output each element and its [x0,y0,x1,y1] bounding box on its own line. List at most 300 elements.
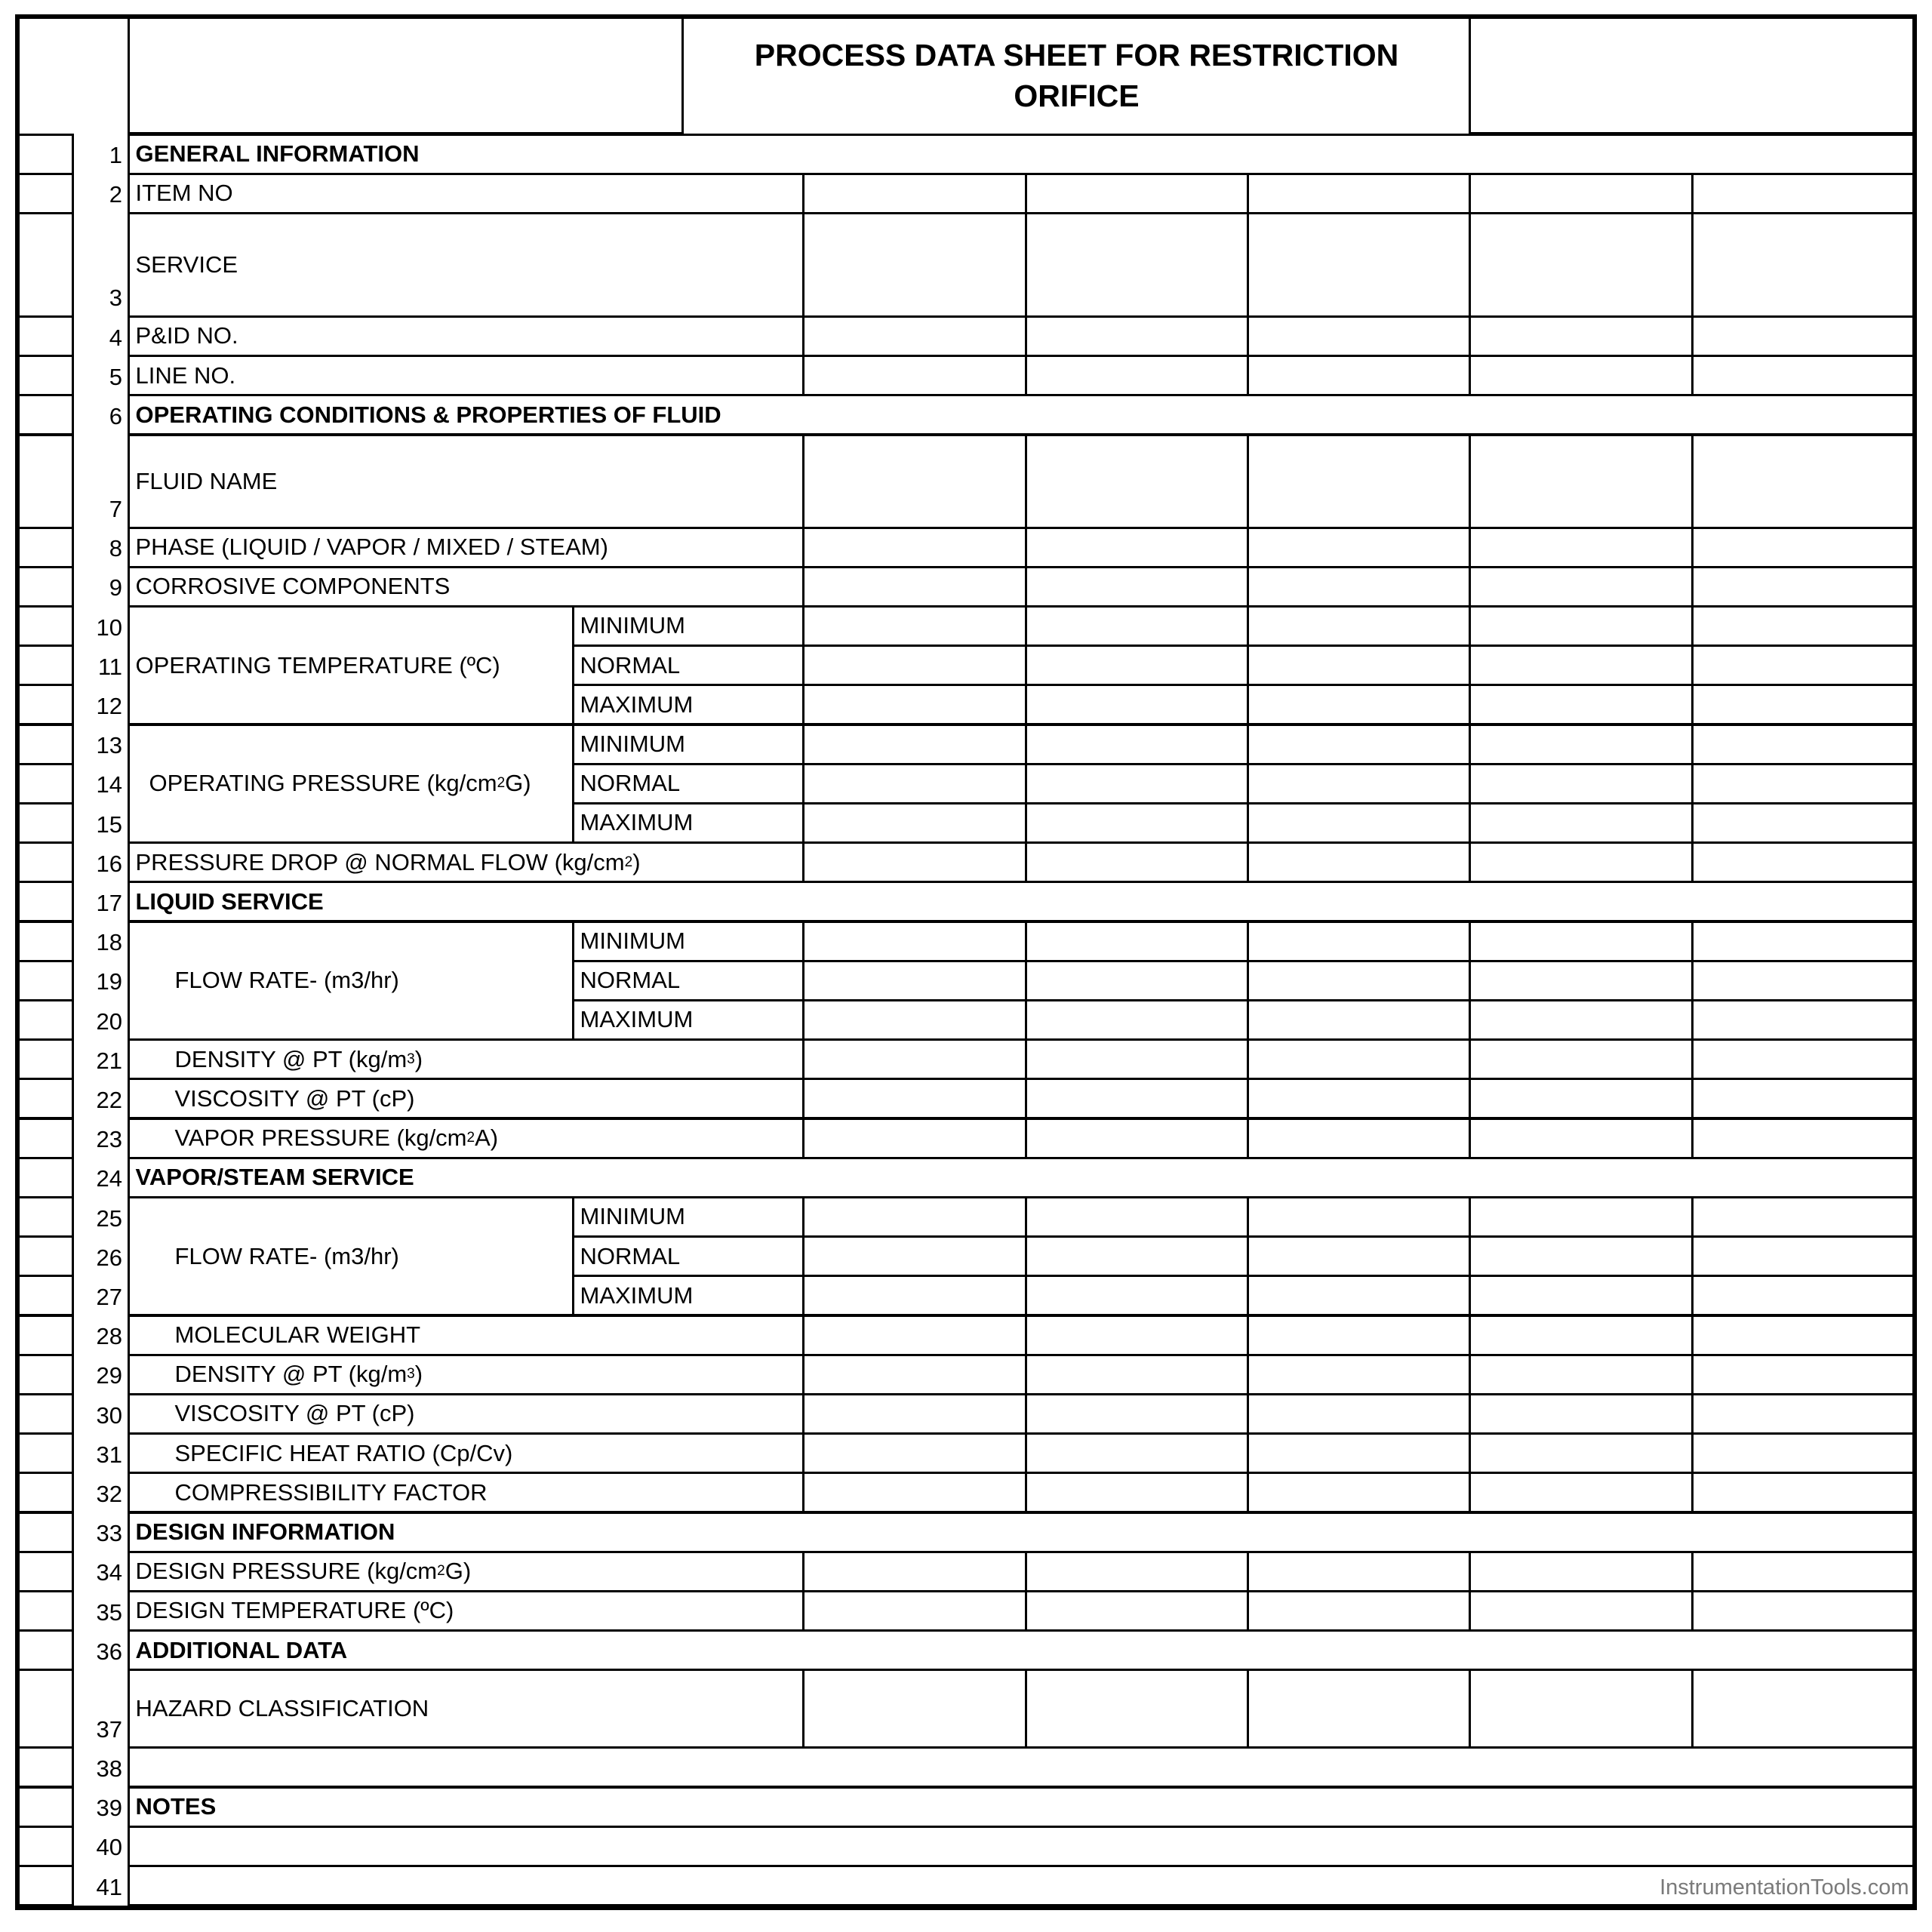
revision-box[interactable] [17,1196,74,1238]
value-cell-row14-col4[interactable] [1469,763,1694,804]
value-cell-row10-col4[interactable] [1469,605,1694,647]
value-cell-row18-col5[interactable] [1691,921,1916,962]
value-cell-row10-col2[interactable] [1025,605,1249,647]
value-cell-row30-col2[interactable] [1025,1393,1249,1435]
value-cell-row31-col2[interactable] [1025,1432,1249,1474]
label-text: VAPOR/STEAM SERVICE [135,1164,414,1191]
sub-label-maximum [572,999,804,1041]
row-number: 19 [96,968,122,995]
value-cell-row8-col5[interactable] [1691,527,1916,568]
label-suffix: ) [414,1045,423,1072]
value-cell-row34-col1[interactable] [802,1551,1027,1592]
section-header [128,1512,1916,1553]
value-cell-row7-col2[interactable] [1025,434,1249,529]
field-label [128,212,804,318]
revision-box[interactable] [17,1432,74,1474]
field-label: VAPOR PRESSURE (kg/cm 2 A) [128,1118,804,1159]
value-cell-row26-col3[interactable] [1247,1235,1471,1277]
value-cell-row15-col5[interactable] [1691,802,1916,844]
value-cell-row11-col1[interactable] [802,645,1027,686]
label-text: VAPOR PRESSURE (kg/cm [174,1124,467,1152]
value-cell-row26-col1[interactable] [802,1235,1027,1277]
sub-label-minimum [572,724,804,765]
blank-row[interactable] [128,1746,1916,1788]
row-number: 29 [96,1362,122,1389]
value-cell-row13-col3[interactable] [1247,724,1471,765]
value-cell-row14-col5[interactable] [1691,763,1916,804]
value-cell-row11-col2[interactable] [1025,645,1249,686]
row-number: 15 [96,811,122,838]
label-text: LIQUID SERVICE [135,888,324,915]
row-number: 5 [109,363,122,390]
value-cell-row20-col1[interactable] [802,999,1027,1041]
value-cell-row37-col5[interactable] [1691,1669,1916,1749]
value-cell-row13-col5[interactable] [1691,724,1916,765]
value-cell-row37-col4[interactable] [1469,1669,1694,1749]
value-cell-row30-col5[interactable] [1691,1393,1916,1435]
group-label [128,605,574,726]
value-cell-row32-col3[interactable] [1247,1472,1471,1513]
revision-box[interactable] [17,1590,74,1632]
watermark: InstrumentationTools.com [1660,1875,1909,1900]
row-number: 12 [96,693,122,719]
value-cell-row12-col5[interactable] [1691,684,1916,725]
value-cell-row4-col2[interactable] [1025,315,1249,357]
value-cell-row3-col3[interactable] [1247,212,1471,318]
sub-label-maximum [572,684,804,725]
value-cell-row12-col4[interactable] [1469,684,1694,725]
value-cell-row7-col4[interactable] [1469,434,1694,529]
header-left-blank [17,15,128,134]
value-cell-row14-col2[interactable] [1025,763,1249,804]
value-cell-row35-col2[interactable] [1025,1590,1249,1632]
value-cell-row28-col2[interactable] [1025,1315,1249,1356]
label-suffix: G) [445,1558,472,1585]
value-cell-row25-col3[interactable] [1247,1196,1471,1238]
revision-box[interactable] [17,394,74,435]
label-text: COMPRESSIBILITY FACTOR [174,1478,488,1506]
revision-box[interactable] [17,645,74,686]
label-text: DENSITY @ PT (kg/m [174,1045,408,1072]
label-text: PRESSURE DROP @ NORMAL FLOW (kg/cm [135,848,625,875]
value-cell-row28-col1[interactable] [802,1315,1027,1356]
value-cell-row31-col1[interactable] [802,1432,1027,1474]
row-number: 34 [96,1559,122,1586]
value-cell-row29-col1[interactable] [802,1354,1027,1395]
revision-box[interactable] [17,960,74,1001]
value-cell-row8-col2[interactable] [1025,527,1249,568]
label-text: MOLECULAR WEIGHT [174,1321,421,1349]
value-cell-row23-col5[interactable] [1691,1118,1916,1159]
revision-box[interactable] [17,724,74,765]
value-cell-row15-col4[interactable] [1469,802,1694,844]
value-cell-row4-col3[interactable] [1247,315,1471,357]
value-cell-row23-col2[interactable] [1025,1118,1249,1159]
value-cell-row7-col5[interactable] [1691,434,1916,529]
group-label: OPERATING PRESSURE (kg/cm 2 G) [128,724,574,844]
value-cell-row26-col2[interactable] [1025,1235,1249,1277]
value-cell-row3-col1[interactable] [802,212,1027,318]
row-number: 40 [96,1834,122,1861]
field-label [128,1078,804,1119]
value-cell-row3-col4[interactable] [1469,212,1694,318]
value-cell-row29-col3[interactable] [1247,1354,1471,1395]
row-number: 28 [96,1323,122,1350]
sub-label-text: NORMAL [580,1242,681,1269]
revision-box[interactable] [17,1746,74,1788]
value-cell-row35-col1[interactable] [802,1590,1027,1632]
value-cell-row11-col5[interactable] [1691,645,1916,686]
revision-box[interactable] [17,1157,74,1198]
value-cell-row4-col5[interactable] [1691,315,1916,357]
revision-box[interactable] [17,566,74,608]
value-cell-row30-col1[interactable] [802,1393,1027,1435]
revision-box[interactable] [17,605,74,647]
row-number: 7 [109,496,122,522]
revision-box[interactable] [17,684,74,725]
value-cell-row4-col1[interactable] [802,315,1027,357]
label-text: GENERAL INFORMATION [135,140,420,168]
value-cell-row5-col3[interactable] [1247,355,1471,396]
revision-box[interactable] [17,1078,74,1119]
value-cell-row16-col3[interactable] [1247,841,1471,883]
revision-box[interactable] [17,1038,74,1080]
field-label [128,566,804,608]
row-number: 30 [96,1401,122,1429]
section-header [128,394,1916,435]
value-cell-row2-col2[interactable] [1025,173,1249,214]
section-header [128,881,1916,922]
value-cell-row35-col5[interactable] [1691,1590,1916,1632]
revision-box[interactable] [17,841,74,883]
revision-box[interactable] [17,1669,74,1749]
field-label: DESIGN PRESSURE (kg/cm 2 G) [128,1551,804,1592]
value-cell-row15-col3[interactable] [1247,802,1471,844]
revision-box[interactable] [17,173,74,214]
value-cell-row16-col2[interactable] [1025,841,1249,883]
sub-label-maximum [572,1275,804,1316]
row-number: 13 [96,732,122,759]
row-number: 14 [96,771,122,798]
value-cell-row8-col3[interactable] [1247,527,1471,568]
value-cell-row29-col4[interactable] [1469,1354,1694,1395]
value-cell-row22-col2[interactable] [1025,1078,1249,1119]
sub-label-normal [572,645,804,686]
field-label [128,355,804,396]
label-text: DESIGN PRESSURE (kg/cm [135,1558,438,1585]
value-cell-row31-col4[interactable] [1469,1432,1694,1474]
value-cell-row29-col2[interactable] [1025,1354,1249,1395]
value-cell-row10-col3[interactable] [1247,605,1471,647]
revision-box[interactable] [17,212,74,318]
value-cell-row13-col4[interactable] [1469,724,1694,765]
value-cell-row32-col5[interactable] [1691,1472,1916,1513]
row-number: 8 [109,535,122,562]
label-text: SERVICE [135,251,238,278]
header-logo-box [128,15,684,134]
label-text: FLOW RATE- (m3/hr) [174,1242,399,1269]
value-cell-row8-col4[interactable] [1469,527,1694,568]
value-cell-row9-col3[interactable] [1247,566,1471,608]
value-cell-row18-col1[interactable] [802,921,1027,962]
value-cell-row5-col2[interactable] [1025,355,1249,396]
sub-label-text: MAXIMUM [580,1006,694,1033]
value-cell-row34-col5[interactable] [1691,1551,1916,1592]
value-cell-row8-col1[interactable] [802,527,1027,568]
value-cell-row5-col4[interactable] [1469,355,1694,396]
row-number: 31 [96,1441,122,1468]
value-cell-row18-col4[interactable] [1469,921,1694,962]
title-line-2: ORIFICE [1014,78,1140,113]
value-cell-row28-col4[interactable] [1469,1315,1694,1356]
value-cell-row2-col4[interactable] [1469,173,1694,214]
value-cell-row16-col5[interactable] [1691,841,1916,883]
value-cell-row27-col4[interactable] [1469,1275,1694,1316]
value-cell-row19-col4[interactable] [1469,960,1694,1001]
value-cell-row22-col1[interactable] [802,1078,1027,1119]
value-cell-row10-col5[interactable] [1691,605,1916,647]
value-cell-row32-col2[interactable] [1025,1472,1249,1513]
value-cell-row22-col5[interactable] [1691,1078,1916,1119]
revision-box[interactable] [17,1865,74,1906]
value-cell-row23-col4[interactable] [1469,1118,1694,1159]
value-cell-row21-col2[interactable] [1025,1038,1249,1080]
value-cell-row9-col2[interactable] [1025,566,1249,608]
value-cell-row13-col1[interactable] [802,724,1027,765]
value-cell-row14-col1[interactable] [802,763,1027,804]
row-number: 22 [96,1087,122,1113]
revision-box[interactable] [17,134,74,175]
revision-box[interactable] [17,1354,74,1395]
blank-row[interactable] [128,1826,1916,1867]
value-cell-row23-col1[interactable] [802,1118,1027,1159]
value-cell-row27-col3[interactable] [1247,1275,1471,1316]
value-cell-row28-col3[interactable] [1247,1315,1471,1356]
value-cell-row31-col3[interactable] [1247,1432,1471,1474]
label-suffix: G) [505,770,531,797]
value-cell-row30-col4[interactable] [1469,1393,1694,1435]
row-number: 1 [109,142,122,169]
row-number: 41 [96,1873,122,1900]
value-cell-row20-col2[interactable] [1025,999,1249,1041]
revision-box[interactable] [17,921,74,962]
revision-box[interactable] [17,1118,74,1159]
value-cell-row7-col3[interactable] [1247,434,1471,529]
label-text: DESIGN TEMPERATURE (ºC) [135,1597,454,1624]
revision-box[interactable] [17,1826,74,1867]
label-text: DENSITY @ PT (kg/m [174,1361,408,1388]
row-number: 26 [96,1244,122,1271]
revision-box[interactable] [17,1786,74,1828]
value-cell-row20-col4[interactable] [1469,999,1694,1041]
revision-box[interactable] [17,315,74,357]
value-cell-row25-col2[interactable] [1025,1196,1249,1238]
field-label: DENSITY @ PT (kg/m 3 ) [128,1038,804,1080]
revision-box[interactable] [17,434,74,529]
row-number: 4 [109,324,122,351]
value-cell-row37-col3[interactable] [1247,1669,1471,1749]
value-cell-row25-col1[interactable] [802,1196,1027,1238]
sub-label-minimum [572,605,804,647]
value-cell-row2-col1[interactable] [802,173,1027,214]
value-cell-row26-col4[interactable] [1469,1235,1694,1277]
section-header [128,1629,1916,1671]
value-cell-row20-col5[interactable] [1691,999,1916,1041]
value-cell-row20-col3[interactable] [1247,999,1471,1041]
value-cell-row18-col3[interactable] [1247,921,1471,962]
revision-box[interactable] [17,999,74,1041]
label-text: PHASE (LIQUID / VAPOR / MIXED / STEAM) [135,534,608,561]
sub-label-maximum [572,802,804,844]
label-text: ADDITIONAL DATA [135,1636,348,1663]
revision-box[interactable] [17,355,74,396]
label-suffix: ) [414,1361,423,1388]
value-cell-row21-col1[interactable] [802,1038,1027,1080]
row-number: 21 [96,1047,122,1074]
sub-label-normal [572,1235,804,1277]
sub-label-text: MINIMUM [580,928,685,955]
value-cell-row32-col1[interactable] [802,1472,1027,1513]
value-cell-row2-col3[interactable] [1247,173,1471,214]
value-cell-row12-col1[interactable] [802,684,1027,725]
value-cell-row9-col5[interactable] [1691,566,1916,608]
field-label [128,1315,804,1356]
value-cell-row37-col1[interactable] [802,1669,1027,1749]
value-cell-row26-col5[interactable] [1691,1235,1916,1277]
field-label [128,1472,804,1513]
value-cell-row11-col4[interactable] [1469,645,1694,686]
sub-label-normal [572,763,804,804]
revision-box[interactable] [17,763,74,804]
revision-box[interactable] [17,1629,74,1671]
value-cell-row15-col1[interactable] [802,802,1027,844]
value-cell-row25-col5[interactable] [1691,1196,1916,1238]
sub-label-minimum [572,1196,804,1238]
value-cell-row9-col4[interactable] [1469,566,1694,608]
sub-label-text: NORMAL [580,967,681,994]
value-cell-row32-col4[interactable] [1469,1472,1694,1513]
sub-label-text: MAXIMUM [580,1281,694,1309]
sub-label-text: MAXIMUM [580,691,694,718]
value-cell-row14-col3[interactable] [1247,763,1471,804]
value-cell-row11-col3[interactable] [1247,645,1471,686]
field-label [128,1393,804,1435]
field-label [128,173,804,214]
label-text: ITEM NO [135,180,233,207]
value-cell-row21-col5[interactable] [1691,1038,1916,1080]
value-cell-row30-col3[interactable] [1247,1393,1471,1435]
row-number: 2 [109,181,122,208]
row-number: 35 [96,1598,122,1626]
value-cell-row22-col3[interactable] [1247,1078,1471,1119]
value-cell-row28-col5[interactable] [1691,1315,1916,1356]
value-cell-row37-col2[interactable] [1025,1669,1249,1749]
label-text: OPERATING CONDITIONS & PROPERTIES OF FLUID [135,401,721,428]
value-cell-row7-col1[interactable] [802,434,1027,529]
revision-box[interactable] [17,1472,74,1513]
value-cell-row27-col5[interactable] [1691,1275,1916,1316]
value-cell-row9-col1[interactable] [802,566,1027,608]
value-cell-row13-col2[interactable] [1025,724,1249,765]
value-cell-row22-col4[interactable] [1469,1078,1694,1119]
revision-box[interactable] [17,802,74,844]
value-cell-row34-col3[interactable] [1247,1551,1471,1592]
value-cell-row18-col2[interactable] [1025,921,1249,962]
section-header [128,134,1916,175]
revision-box[interactable] [17,1393,74,1435]
page-title [684,16,1469,134]
value-cell-row16-col4[interactable] [1469,841,1694,883]
value-cell-row35-col4[interactable] [1469,1590,1694,1632]
field-label [128,1432,804,1474]
label-text: VISCOSITY @ PT (cP) [174,1084,415,1112]
revision-box[interactable] [17,1275,74,1316]
revision-box[interactable] [17,1315,74,1356]
value-cell-row15-col2[interactable] [1025,802,1249,844]
value-cell-row10-col1[interactable] [802,605,1027,647]
value-cell-row27-col1[interactable] [802,1275,1027,1316]
label-text: OPERATING PRESSURE (kg/cm [149,770,497,797]
value-cell-row19-col1[interactable] [802,960,1027,1001]
value-cell-row35-col3[interactable] [1247,1590,1471,1632]
revision-box[interactable] [17,881,74,922]
label-text: SPECIFIC HEAT RATIO (Cp/Cv) [174,1439,513,1466]
value-cell-row23-col3[interactable] [1247,1118,1471,1159]
value-cell-row19-col2[interactable] [1025,960,1249,1001]
value-cell-row21-col4[interactable] [1469,1038,1694,1080]
revision-box[interactable] [17,1235,74,1277]
row-number: 17 [96,890,122,916]
row-number: 36 [96,1638,122,1665]
value-cell-row12-col2[interactable] [1025,684,1249,725]
sub-label-text: MINIMUM [580,731,685,758]
value-cell-row3-col5[interactable] [1691,212,1916,318]
value-cell-row31-col5[interactable] [1691,1432,1916,1474]
group-label [128,1196,574,1317]
value-cell-row27-col2[interactable] [1025,1275,1249,1316]
value-cell-row19-col3[interactable] [1247,960,1471,1001]
value-cell-row21-col3[interactable] [1247,1038,1471,1080]
value-cell-row3-col2[interactable] [1025,212,1249,318]
value-cell-row12-col3[interactable] [1247,684,1471,725]
row-number: 33 [96,1520,122,1547]
revision-box[interactable] [17,1551,74,1592]
value-cell-row5-col1[interactable] [802,355,1027,396]
value-cell-row34-col2[interactable] [1025,1551,1249,1592]
sub-label-text: NORMAL [580,770,681,797]
value-cell-row5-col5[interactable] [1691,355,1916,396]
row-number: 9 [109,574,122,601]
field-label: PRESSURE DROP @ NORMAL FLOW (kg/cm 2 ) [128,841,804,883]
value-cell-row34-col4[interactable] [1469,1551,1694,1592]
revision-box[interactable] [17,1512,74,1553]
value-cell-row19-col5[interactable] [1691,960,1916,1001]
value-cell-row16-col1[interactable] [802,841,1027,883]
label-text: DESIGN INFORMATION [135,1518,395,1546]
value-cell-row4-col4[interactable] [1469,315,1694,357]
value-cell-row25-col4[interactable] [1469,1196,1694,1238]
sub-label-text: NORMAL [580,651,681,678]
label-suffix: A) [475,1124,499,1152]
row-number: 25 [96,1204,122,1232]
revision-box[interactable] [17,527,74,568]
value-cell-row29-col5[interactable] [1691,1354,1916,1395]
field-label [128,315,804,357]
header-right-box [1469,15,1915,134]
value-cell-row2-col5[interactable] [1691,173,1916,214]
row-number: 20 [96,1008,122,1035]
notes-line-last[interactable] [128,1865,1916,1906]
